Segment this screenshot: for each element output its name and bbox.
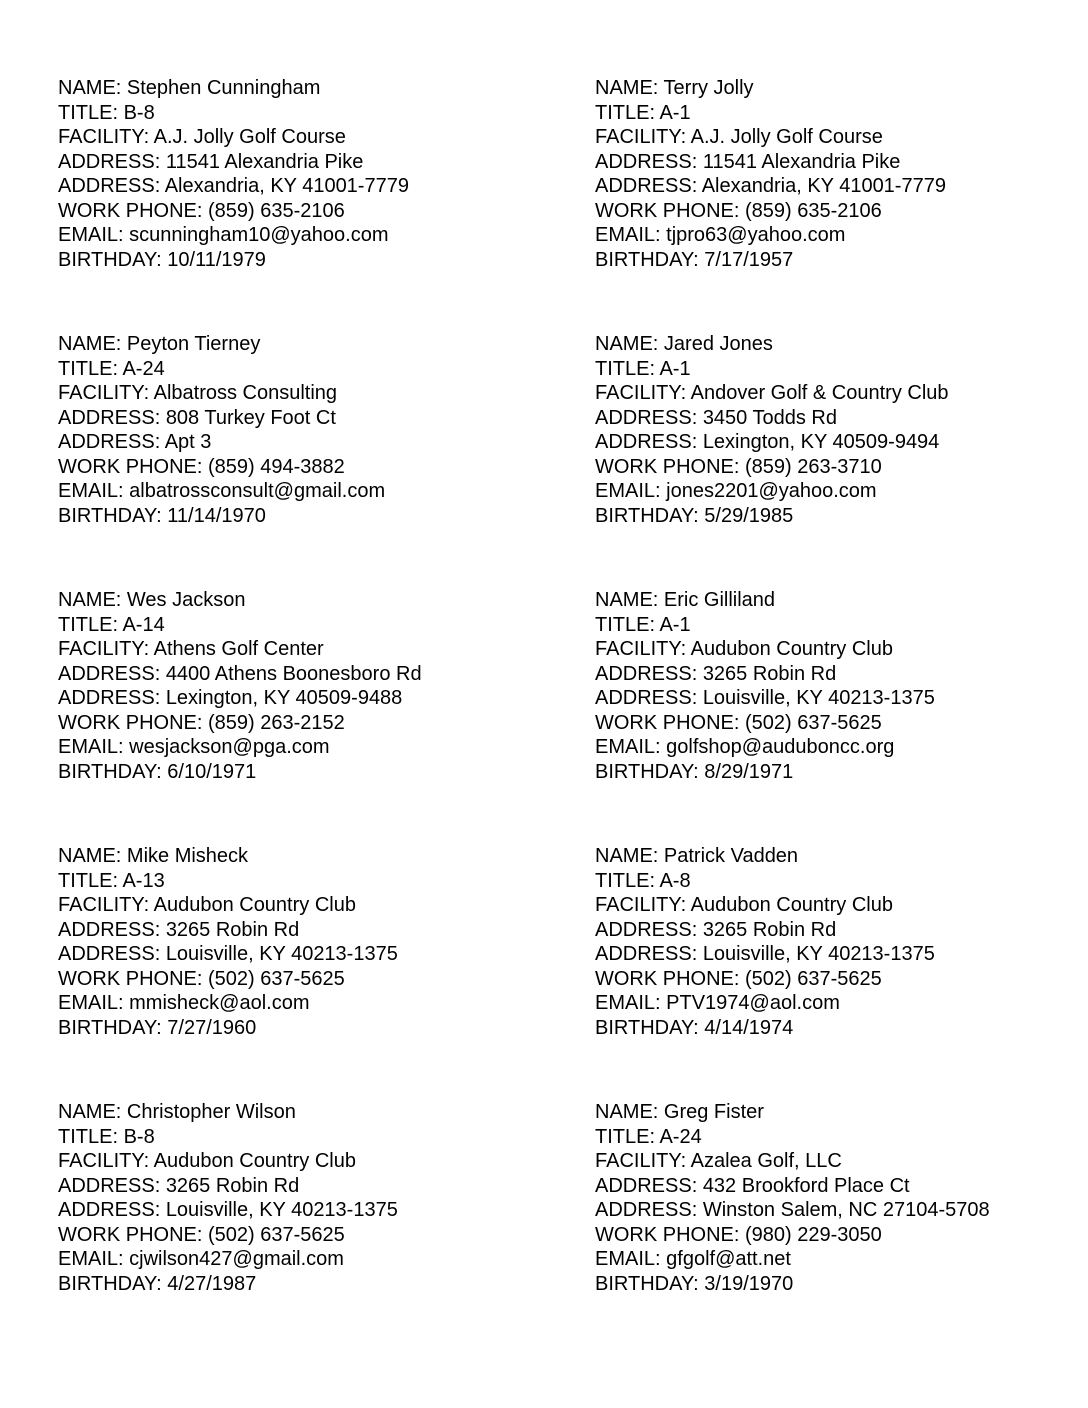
name-line xyxy=(58,76,558,101)
address1-value: 432 Brookford Place Ct xyxy=(702,1174,910,1197)
name-value: Patrick Vadden xyxy=(663,845,799,867)
address1-value: 4400 Athens Boonesboro Rd xyxy=(165,662,422,685)
birthday-line xyxy=(595,248,1088,273)
birthday-line xyxy=(58,248,558,273)
contact-card xyxy=(595,1100,1088,1296)
facility-value: A.J. Jolly Golf Course xyxy=(690,126,883,148)
contact-card xyxy=(58,1100,558,1296)
email-line xyxy=(58,479,558,504)
name-value: Eric Gilliland xyxy=(663,589,776,611)
birthday-label: BIRTHDAY: xyxy=(595,1016,705,1039)
email-label: EMAIL: xyxy=(595,480,667,502)
contact-card xyxy=(595,588,1088,784)
birthday-label: BIRTHDAY: xyxy=(595,760,705,783)
email-label: EMAIL: xyxy=(58,1248,130,1270)
name-label: NAME: xyxy=(595,77,664,99)
address-line-1 xyxy=(58,1174,558,1199)
work-phone-value: (859) 635-2106 xyxy=(745,199,882,222)
address2-value: Lexington, KY 40509-9494 xyxy=(702,431,940,453)
birthday-line xyxy=(595,504,1088,529)
work-phone-value: (502) 637-5625 xyxy=(208,967,345,990)
birthday-line xyxy=(58,1272,558,1297)
facility-label: FACILITY: xyxy=(595,382,691,404)
name-line xyxy=(58,588,558,613)
birthday-label: BIRTHDAY: xyxy=(58,248,168,271)
email-label: EMAIL: xyxy=(58,736,130,758)
name-value: Jared Jones xyxy=(663,333,773,355)
work-phone-value: (502) 637-5625 xyxy=(208,1223,345,1246)
facility-label: FACILITY: xyxy=(595,894,691,916)
title-line xyxy=(58,357,558,382)
facility-value: Albatross Consulting xyxy=(153,382,338,404)
title-line xyxy=(58,869,558,894)
birthday-value: 4/14/1974 xyxy=(704,1016,794,1039)
facility-value: Andover Golf & Country Club xyxy=(690,382,949,404)
address-label: ADDRESS: xyxy=(58,943,166,965)
name-value: Peyton Tierney xyxy=(126,333,261,355)
name-label: NAME: xyxy=(58,845,127,867)
title-label: TITLE: xyxy=(595,1125,660,1148)
name-value: Mike Misheck xyxy=(126,845,249,867)
name-line xyxy=(595,588,1088,613)
name-value: Greg Fister xyxy=(663,1101,764,1123)
email-value: cjwilson427@gmail.com xyxy=(129,1248,344,1270)
email-line xyxy=(595,223,1088,248)
title-line xyxy=(58,1125,558,1150)
name-line xyxy=(595,844,1088,869)
work-phone-label: WORK PHONE: xyxy=(595,1223,746,1246)
address-line-1 xyxy=(58,662,558,687)
facility-label: FACILITY: xyxy=(595,638,691,660)
title-value: A-24 xyxy=(659,1125,702,1148)
title-line xyxy=(595,869,1088,894)
address-line-2 xyxy=(595,686,1088,711)
facility-line xyxy=(58,637,558,662)
birthday-line xyxy=(595,1016,1088,1041)
name-line xyxy=(595,332,1088,357)
birthday-label: BIRTHDAY: xyxy=(595,1272,705,1295)
title-line xyxy=(595,1125,1088,1150)
contact-card xyxy=(58,844,558,1040)
address-line-1 xyxy=(595,1174,1088,1199)
title-value: A-1 xyxy=(659,613,691,636)
facility-label: FACILITY: xyxy=(58,638,154,660)
name-value: Terry Jolly xyxy=(663,77,754,99)
birthday-value: 6/10/1971 xyxy=(167,760,257,783)
work-phone-value: (859) 635-2106 xyxy=(208,199,345,222)
title-label: TITLE: xyxy=(595,101,660,124)
email-value: gfgolf@att.net xyxy=(666,1248,791,1270)
contact-card xyxy=(595,76,1088,272)
address-label: ADDRESS: xyxy=(595,687,703,709)
address-label: ADDRESS: xyxy=(595,662,703,685)
facility-line xyxy=(595,1149,1088,1174)
work-phone-line xyxy=(595,967,1088,992)
address-line-1 xyxy=(58,150,558,175)
work-phone-label: WORK PHONE: xyxy=(595,455,746,478)
address-line-2 xyxy=(58,1198,558,1223)
address2-value: Lexington, KY 40509-9488 xyxy=(165,687,403,709)
work-phone-label: WORK PHONE: xyxy=(58,199,209,222)
name-label: NAME: xyxy=(595,1101,664,1123)
address1-value: 3265 Robin Rd xyxy=(165,1174,300,1197)
facility-line xyxy=(58,893,558,918)
birthday-line xyxy=(58,1016,558,1041)
facility-line xyxy=(58,125,558,150)
title-value: B-8 xyxy=(123,101,155,124)
name-line xyxy=(58,844,558,869)
email-value: golfshop@auduboncc.org xyxy=(666,736,895,758)
birthday-line xyxy=(595,760,1088,785)
contact-card xyxy=(595,844,1088,1040)
name-line xyxy=(58,1100,558,1125)
email-value: jones2201@yahoo.com xyxy=(666,480,877,502)
work-phone-line xyxy=(58,1223,558,1248)
facility-line xyxy=(595,125,1088,150)
birthday-label: BIRTHDAY: xyxy=(58,760,168,783)
title-value: A-8 xyxy=(659,869,691,892)
birthday-value: 10/11/1979 xyxy=(167,248,266,271)
address-line-1 xyxy=(595,662,1088,687)
email-value: PTV1974@aol.com xyxy=(666,992,840,1014)
work-phone-value: (502) 637-5625 xyxy=(745,967,882,990)
address-label: ADDRESS: xyxy=(58,662,166,685)
work-phone-label: WORK PHONE: xyxy=(595,711,746,734)
title-value: A-24 xyxy=(122,357,165,380)
birthday-value: 3/19/1970 xyxy=(704,1272,794,1295)
title-line xyxy=(58,101,558,126)
title-value: A-14 xyxy=(122,613,165,636)
address-line-1 xyxy=(58,406,558,431)
contact-card xyxy=(58,332,558,528)
name-line xyxy=(58,332,558,357)
address-label: ADDRESS: xyxy=(58,1199,166,1221)
title-line xyxy=(58,613,558,638)
work-phone-value: (859) 263-3710 xyxy=(745,455,882,478)
facility-value: Audubon Country Club xyxy=(153,1150,356,1172)
email-label: EMAIL: xyxy=(595,992,667,1014)
facility-value: Audubon Country Club xyxy=(153,894,356,916)
address2-value: Louisville, KY 40213-1375 xyxy=(702,687,935,709)
email-line xyxy=(58,223,558,248)
address-label: ADDRESS: xyxy=(58,431,165,453)
name-label: NAME: xyxy=(58,333,127,355)
title-value: B-8 xyxy=(123,1125,155,1148)
address-label: ADDRESS: xyxy=(58,687,166,709)
address2-value: Louisville, KY 40213-1375 xyxy=(165,1199,398,1221)
address1-value: 3265 Robin Rd xyxy=(702,918,837,941)
facility-line xyxy=(595,893,1088,918)
name-label: NAME: xyxy=(595,333,664,355)
address1-value: 808 Turkey Foot Ct xyxy=(165,406,336,429)
work-phone-value: (859) 263-2152 xyxy=(208,711,345,734)
address-label: ADDRESS: xyxy=(595,175,702,197)
name-label: NAME: xyxy=(58,77,127,99)
birthday-label: BIRTHDAY: xyxy=(58,504,168,527)
birthday-label: BIRTHDAY: xyxy=(58,1272,168,1295)
email-label: EMAIL: xyxy=(595,1248,667,1270)
address1-value: 11541 Alexandria Pike xyxy=(702,150,901,173)
title-label: TITLE: xyxy=(595,869,660,892)
address-label: ADDRESS: xyxy=(595,1174,703,1197)
email-value: mmisheck@aol.com xyxy=(129,992,310,1014)
work-phone-label: WORK PHONE: xyxy=(58,711,209,734)
work-phone-line xyxy=(58,455,558,480)
address-line-2 xyxy=(58,686,558,711)
email-line xyxy=(58,1247,558,1272)
address2-value: Louisville, KY 40213-1375 xyxy=(702,943,935,965)
facility-label: FACILITY: xyxy=(58,126,154,148)
work-phone-line xyxy=(595,1223,1088,1248)
address2-value: Alexandria, KY 41001-7779 xyxy=(701,175,946,197)
address2-value: Louisville, KY 40213-1375 xyxy=(165,943,398,965)
address-label: ADDRESS: xyxy=(595,406,703,429)
title-label: TITLE: xyxy=(58,101,124,124)
title-line xyxy=(595,101,1088,126)
birthday-label: BIRTHDAY: xyxy=(595,504,705,527)
work-phone-line xyxy=(595,455,1088,480)
email-line xyxy=(595,991,1088,1016)
work-phone-value: (502) 637-5625 xyxy=(745,711,882,734)
email-line xyxy=(595,479,1088,504)
address1-value: 3265 Robin Rd xyxy=(165,918,300,941)
work-phone-line xyxy=(58,967,558,992)
birthday-value: 7/17/1957 xyxy=(704,248,794,271)
birthday-value: 11/14/1970 xyxy=(167,504,266,527)
birthday-value: 5/29/1985 xyxy=(704,504,794,527)
address-line-2 xyxy=(595,942,1088,967)
title-line xyxy=(595,613,1088,638)
address-label: ADDRESS: xyxy=(595,150,703,173)
address-line-2 xyxy=(58,430,558,455)
address-label: ADDRESS: xyxy=(595,1199,703,1221)
work-phone-label: WORK PHONE: xyxy=(58,455,209,478)
address1-value: 11541 Alexandria Pike xyxy=(165,150,364,173)
address2-value: Apt 3 xyxy=(164,431,212,453)
address-line-1 xyxy=(595,918,1088,943)
birthday-line xyxy=(58,504,558,529)
email-value: tjpro63@yahoo.com xyxy=(666,224,846,246)
email-value: wesjackson@pga.com xyxy=(129,736,330,758)
address-label: ADDRESS: xyxy=(58,1174,166,1197)
address-line-1 xyxy=(595,406,1088,431)
address2-value: Winston Salem, NC 27104-5708 xyxy=(702,1199,990,1221)
title-label: TITLE: xyxy=(58,613,123,636)
birthday-line xyxy=(595,1272,1088,1297)
name-label: NAME: xyxy=(58,1101,127,1123)
title-label: TITLE: xyxy=(58,1125,124,1148)
facility-value: Audubon Country Club xyxy=(690,894,893,916)
name-line xyxy=(595,76,1088,101)
contact-card xyxy=(595,332,1088,528)
work-phone-line xyxy=(58,199,558,224)
work-phone-value: (859) 494-3882 xyxy=(208,455,345,478)
facility-value: Audubon Country Club xyxy=(690,638,893,660)
name-value: Christopher Wilson xyxy=(126,1101,296,1123)
address-line-2 xyxy=(595,1198,1088,1223)
title-label: TITLE: xyxy=(58,869,123,892)
birthday-label: BIRTHDAY: xyxy=(595,248,705,271)
name-label: NAME: xyxy=(595,845,664,867)
title-label: TITLE: xyxy=(58,357,123,380)
email-label: EMAIL: xyxy=(595,736,667,758)
facility-label: FACILITY: xyxy=(58,382,154,404)
name-value: Stephen Cunningham xyxy=(126,77,321,99)
birthday-value: 8/29/1971 xyxy=(704,760,794,783)
email-line xyxy=(595,1247,1088,1272)
address2-value: Alexandria, KY 41001-7779 xyxy=(164,175,409,197)
address-label: ADDRESS: xyxy=(58,150,166,173)
work-phone-label: WORK PHONE: xyxy=(58,967,209,990)
email-value: scunningham10@yahoo.com xyxy=(129,224,389,246)
facility-label: FACILITY: xyxy=(58,894,154,916)
email-label: EMAIL: xyxy=(58,992,130,1014)
email-label: EMAIL: xyxy=(595,224,667,246)
address-label: ADDRESS: xyxy=(58,406,166,429)
email-line xyxy=(595,735,1088,760)
birthday-label: BIRTHDAY: xyxy=(58,1016,168,1039)
email-line xyxy=(58,735,558,760)
work-phone-line xyxy=(595,711,1088,736)
work-phone-label: WORK PHONE: xyxy=(595,967,746,990)
contact-card xyxy=(58,76,558,272)
name-label: NAME: xyxy=(58,589,127,611)
facility-value: Azalea Golf, LLC xyxy=(690,1150,842,1172)
address-line-2 xyxy=(58,174,558,199)
address-line-2 xyxy=(58,942,558,967)
facility-line xyxy=(595,381,1088,406)
address-line-2 xyxy=(595,430,1088,455)
facility-value: A.J. Jolly Golf Course xyxy=(153,126,346,148)
title-label: TITLE: xyxy=(595,357,660,380)
facility-label: FACILITY: xyxy=(595,126,691,148)
name-line xyxy=(595,1100,1088,1125)
birthday-value: 7/27/1960 xyxy=(167,1016,257,1039)
email-line xyxy=(58,991,558,1016)
address1-value: 3450 Todds Rd xyxy=(702,406,837,429)
work-phone-label: WORK PHONE: xyxy=(58,1223,209,1246)
name-value: Wes Jackson xyxy=(126,589,246,611)
work-phone-line xyxy=(595,199,1088,224)
birthday-line xyxy=(58,760,558,785)
work-phone-value: (980) 229-3050 xyxy=(745,1223,882,1246)
address-label: ADDRESS: xyxy=(595,943,703,965)
address-label: ADDRESS: xyxy=(58,918,166,941)
address-label: ADDRESS: xyxy=(595,918,703,941)
name-label: NAME: xyxy=(595,589,664,611)
facility-line xyxy=(58,1149,558,1174)
address1-value: 3265 Robin Rd xyxy=(702,662,837,685)
address-line-2 xyxy=(595,174,1088,199)
address-label: ADDRESS: xyxy=(58,175,165,197)
address-label: ADDRESS: xyxy=(595,431,703,453)
facility-line xyxy=(595,637,1088,662)
title-line xyxy=(595,357,1088,382)
address-line-1 xyxy=(595,150,1088,175)
email-label: EMAIL: xyxy=(58,224,130,246)
facility-label: FACILITY: xyxy=(595,1150,691,1172)
contact-card xyxy=(58,588,558,784)
address-line-1 xyxy=(58,918,558,943)
email-label: EMAIL: xyxy=(58,480,130,502)
title-label: TITLE: xyxy=(595,613,660,636)
title-value: A-1 xyxy=(659,357,691,380)
title-value: A-13 xyxy=(122,869,165,892)
facility-label: FACILITY: xyxy=(58,1150,154,1172)
birthday-value: 4/27/1987 xyxy=(167,1272,257,1295)
email-value: albatrossconsult@gmail.com xyxy=(129,480,386,502)
facility-line xyxy=(58,381,558,406)
work-phone-label: WORK PHONE: xyxy=(595,199,746,222)
title-value: A-1 xyxy=(659,101,691,124)
facility-value: Athens Golf Center xyxy=(153,638,324,660)
work-phone-line xyxy=(58,711,558,736)
